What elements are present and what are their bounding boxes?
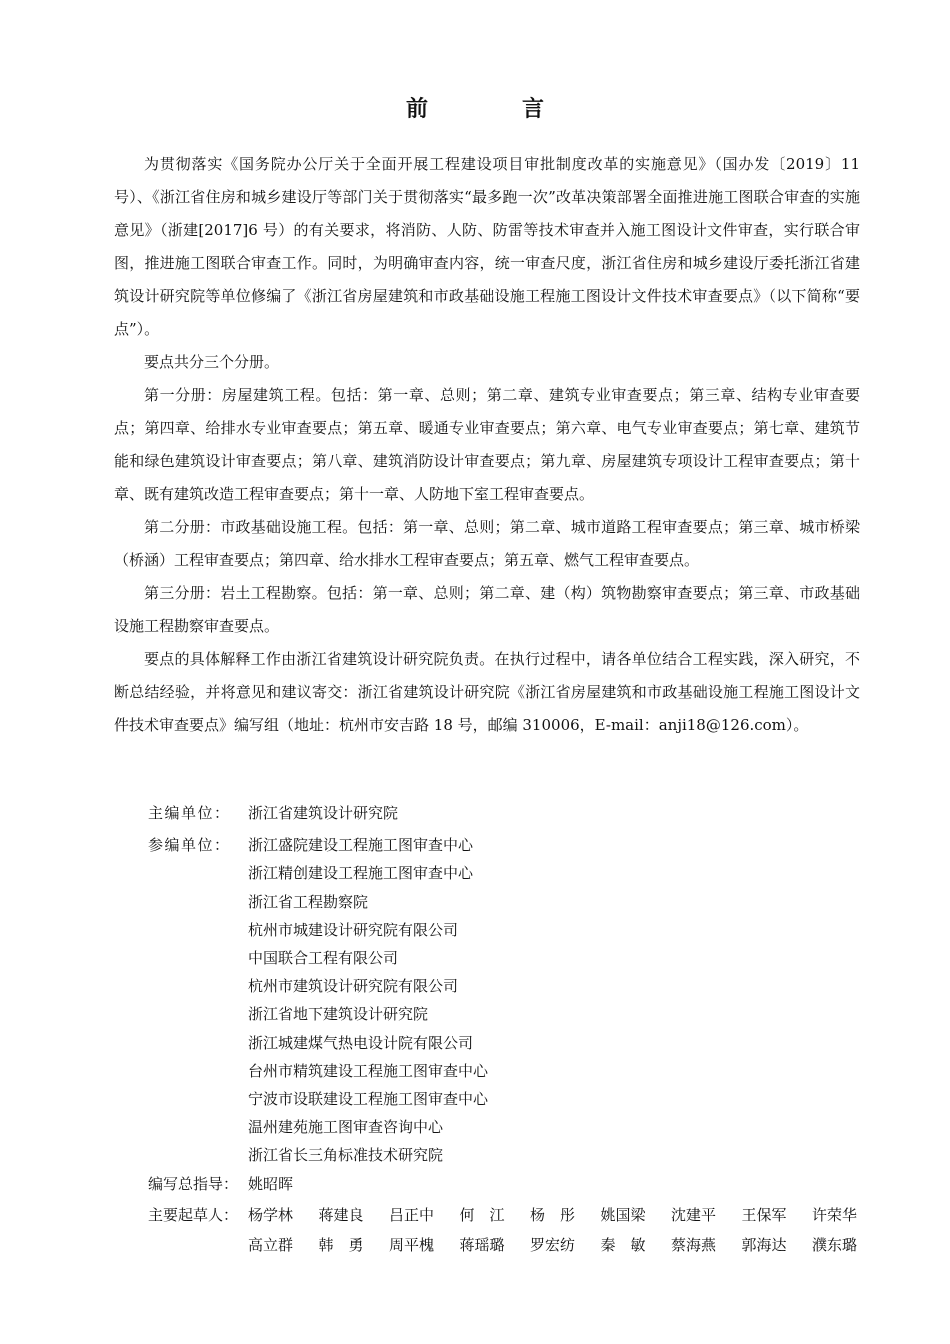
participating-unit: 温州建苑施工图审查咨询中心 <box>248 1118 444 1137</box>
paragraph: 第二分册：市政基础设施工程。包括：第一章、总则；第二章、城市道路工程审查要点；第三章、城市桥梁（桥涵）工程审查要点；第四章、给水排水工程审查要点；第五章、燃气工程审查要点。 <box>114 518 860 569</box>
paragraph: 为贯彻落实《国务院办公厅关于全面开展工程建设项目审批制度改革的实施意见》（国办发〔2019〕11 号）、《浙江省住房和城乡建设厅等部门关于贯彻落实“最多跑一次”改革决策部署全面推进施工图联合审查的实施意见》（浙建[2017]6 号）的有关要求，将消防、人防、防雷等技术审查并入施工图设计文件审查，实行联合审图，推进施工图联合审查工作。同时，为明确审查内容，统一审查尺度，浙江省住房和城乡建设厅委托浙江省建筑设计研究院等单位修编了《浙江省房屋建筑和市政基础设施工程施工图设计文件技术审查要点》（以下简称“要点”）。 <box>114 155 860 338</box>
drafter-name: 许荣华 <box>812 1205 858 1224</box>
paragraph: 要点的具体解释工作由浙江省建筑设计研究院负责。在执行过程中，请各单位结合工程实践，深入研究，不断总结经验，并将意见和建议寄交：浙江省建筑设计研究院《浙江省房屋建筑和市政基础设施工程施工图设计文件技术审查要点》编写组（地址：杭州市安吉路 18 号，邮编 310006，E-mail：anji18@126.com）。 <box>114 650 860 734</box>
drafter-name: 周平槐 <box>389 1235 435 1254</box>
participating-units-list <box>248 831 488 1169</box>
participating-unit: 浙江城建煤气热电设计院有限公司 <box>248 1033 474 1052</box>
drafter-name: 杨学林 <box>248 1205 294 1224</box>
general-director-name: 姚昭晖 <box>248 1174 294 1193</box>
drafter-name: 韩 勇 <box>318 1235 364 1254</box>
drafter-name: 吕正中 <box>389 1205 435 1224</box>
drafter-name: 蔡海燕 <box>671 1235 717 1254</box>
drafter-name: 王保军 <box>741 1205 787 1224</box>
credits-section <box>148 799 868 1260</box>
drafters-grid <box>248 1200 883 1260</box>
drafter-name: 蒋建良 <box>318 1205 364 1224</box>
participating-unit: 中国联合工程有限公司 <box>248 949 399 968</box>
participating-units-label: 参编单位： <box>148 836 231 855</box>
participating-unit: 浙江盛院建设工程施工图审查中心 <box>248 836 474 855</box>
participating-unit: 浙江省地下建筑设计研究院 <box>248 1005 429 1024</box>
chief-editor-unit: 浙江省建筑设计研究院 <box>248 804 399 822</box>
drafter-name: 何 江 <box>459 1205 505 1224</box>
participating-unit: 宁波市设联建设工程施工图审查中心 <box>248 1090 489 1109</box>
drafters-row <box>148 1200 868 1260</box>
drafter-name: 郭海达 <box>741 1235 787 1254</box>
general-director-label: 编写总指导： <box>148 1174 239 1193</box>
drafter-name: 沈建平 <box>671 1205 717 1224</box>
page-title: 前 言 <box>405 97 580 122</box>
paragraph: 第三分册：岩土工程勘察。包括：第一章、总则；第二章、建（构）筑物勘察审查要点；第三章、市政基础设施工程勘察审查要点。 <box>114 584 860 635</box>
drafter-name: 秦 敏 <box>600 1235 646 1254</box>
participating-unit: 杭州市建筑设计研究院有限公司 <box>248 977 459 996</box>
paragraph: 要点共分三个分册。 <box>144 353 280 371</box>
drafter-name: 濮东璐 <box>812 1235 858 1254</box>
preface-body <box>114 148 860 742</box>
general-director-row <box>148 1170 868 1198</box>
participating-unit: 浙江精创建设工程施工图审查中心 <box>248 864 474 883</box>
participating-unit: 浙江省工程勘察院 <box>248 892 369 911</box>
participating-unit: 浙江省长三角标准技术研究院 <box>248 1146 444 1165</box>
participating-units-row <box>148 831 868 1169</box>
drafters-label: 主要起草人： <box>148 1205 239 1224</box>
drafter-name: 罗宏纺 <box>530 1235 576 1254</box>
chief-editor-label: 主编单位： <box>148 804 231 822</box>
chief-editor-row <box>148 799 868 827</box>
drafter-name: 蒋瑶璐 <box>459 1235 505 1254</box>
drafter-name: 杨 彤 <box>530 1205 576 1224</box>
paragraph: 第一分册：房屋建筑工程。包括：第一章、总则；第二章、建筑专业审查要点；第三章、结构专业审查要点；第四章、给排水专业审查要点；第五章、暖通专业审查要点；第六章、电气专业审查要点；第七章、建筑节能和绿色建筑设计审查要点；第八章、建筑消防设计审查要点；第九章、房屋建筑专项设计工程审查要点；第十章、既有建筑改造工程审查要点；第十一章、人防地下室工程审查要点。 <box>114 386 860 503</box>
participating-unit: 杭州市城建设计研究院有限公司 <box>248 920 459 939</box>
participating-unit: 台州市精筑建设工程施工图审查中心 <box>248 1061 489 1080</box>
drafter-name: 姚国梁 <box>600 1205 646 1224</box>
drafter-name: 高立群 <box>248 1235 294 1254</box>
